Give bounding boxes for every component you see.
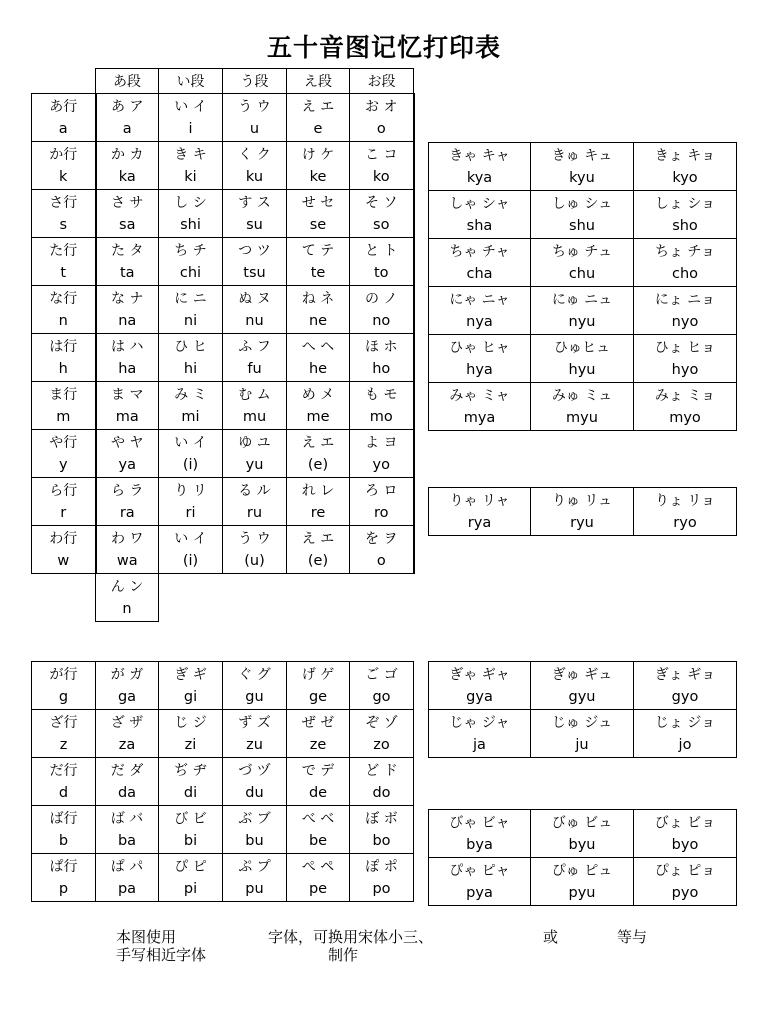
romaji-cell: ko	[350, 165, 414, 190]
voiced-yoon-table-g-z	[428, 661, 737, 758]
romaji-cell: yo	[350, 453, 414, 478]
kana-cell: も モ	[350, 382, 414, 406]
yoon-kana-cell: にょ ニョ	[634, 287, 737, 311]
row-label: わ行	[32, 526, 96, 550]
note-line2-b: 制作	[328, 946, 359, 964]
kana-cell: ど ド	[350, 758, 414, 782]
row-label: な行	[32, 286, 96, 310]
note-line1-b: 字体，可换用宋体小三、	[268, 928, 434, 946]
kana-cell: ぽ ポ	[350, 854, 414, 878]
yoon-romaji-cell: kyo	[634, 166, 737, 191]
yoon-kana-cell: ちゅ チュ	[531, 239, 634, 263]
kana-cell: ぱ パ	[96, 854, 159, 878]
yoon-romaji-cell: hya	[429, 358, 531, 383]
spacer	[287, 574, 350, 598]
romaji-cell: zo	[350, 733, 414, 758]
spacer	[32, 574, 96, 598]
kana-cell: む ム	[223, 382, 287, 406]
romaji-cell: ke	[287, 165, 350, 190]
kana-cell: び ビ	[159, 806, 223, 830]
romaji-cell: o	[350, 117, 414, 142]
romaji-cell: pa	[96, 877, 159, 902]
romaji-cell: yu	[223, 453, 287, 478]
kana-cell: ぞ ゾ	[350, 710, 414, 734]
kana-cell: つ ツ	[223, 238, 287, 262]
romaji-cell-n: n	[96, 597, 159, 622]
yoon-kana-cell: みゅ ミュ	[531, 383, 634, 407]
kana-cell: の ノ	[350, 286, 414, 310]
row-label-romaji: n	[32, 309, 96, 334]
yoon-romaji-cell: chu	[531, 262, 634, 287]
yoon-kana-cell: りゃ リャ	[429, 488, 531, 512]
spacer	[350, 597, 414, 622]
kana-cell: ほ ホ	[350, 334, 414, 358]
romaji-cell: a	[96, 117, 159, 142]
romaji-cell: du	[223, 781, 287, 806]
romaji-cell: (e)	[287, 453, 350, 478]
kana-cell: い イ	[159, 94, 223, 118]
row-label: ば行	[32, 806, 96, 830]
yoon-romaji-cell: kyu	[531, 166, 634, 191]
kana-cell: ぼ ボ	[350, 806, 414, 830]
kana-cell: へ ヘ	[287, 334, 350, 358]
column-header: え段	[287, 69, 350, 94]
kana-cell: う ウ	[223, 94, 287, 118]
kana-cell: じ ジ	[159, 710, 223, 734]
kana-cell: た タ	[96, 238, 159, 262]
romaji-cell: ri	[159, 501, 223, 526]
yoon-kana-cell: みゃ ミャ	[429, 383, 531, 407]
kana-cell: く ク	[223, 142, 287, 166]
row-label-romaji: g	[32, 685, 96, 710]
yoon-romaji-cell: gyo	[634, 685, 737, 710]
romaji-cell: ra	[96, 501, 159, 526]
spacer	[223, 597, 287, 622]
yoon-kana-cell: びゃ ビャ	[429, 810, 531, 834]
basic-gojuon-table	[31, 68, 415, 622]
kana-cell: い イ	[159, 430, 223, 454]
yoon-kana-cell: ちゃ チャ	[429, 239, 531, 263]
yoon-kana-cell: ぴゅ ピュ	[531, 858, 634, 882]
voiced-yoon-table-b-p	[428, 809, 737, 906]
row-label: か行	[32, 142, 96, 166]
kana-cell: て テ	[287, 238, 350, 262]
romaji-cell: fu	[223, 357, 287, 382]
yoon-romaji-cell: jo	[634, 733, 737, 758]
spacer	[350, 574, 414, 598]
kana-cell: れ レ	[287, 478, 350, 502]
yoon-kana-cell: ひゅヒュ	[531, 335, 634, 359]
romaji-cell: zi	[159, 733, 223, 758]
kana-cell: よ ヨ	[350, 430, 414, 454]
kana-cell: ば バ	[96, 806, 159, 830]
yoon-kana-cell: りょ リョ	[634, 488, 737, 512]
kana-cell: は ハ	[96, 334, 159, 358]
romaji-cell: ku	[223, 165, 287, 190]
row-label: は行	[32, 334, 96, 358]
yoon-kana-cell: しょ ショ	[634, 191, 737, 215]
romaji-cell: bo	[350, 829, 414, 854]
romaji-cell: gi	[159, 685, 223, 710]
row-label-romaji: t	[32, 261, 96, 286]
kana-cell: こ コ	[350, 142, 414, 166]
kana-cell: わ ワ	[96, 526, 159, 550]
row-label-romaji: m	[32, 405, 96, 430]
yoon-kana-cell: りゅ リュ	[531, 488, 634, 512]
yoon-romaji-cell: nyo	[634, 310, 737, 335]
romaji-cell: mu	[223, 405, 287, 430]
kana-cell: あ ア	[96, 94, 159, 118]
yoon-romaji-cell: cho	[634, 262, 737, 287]
row-label-romaji: r	[32, 501, 96, 526]
kana-cell: ゆ ユ	[223, 430, 287, 454]
romaji-cell: ne	[287, 309, 350, 334]
romaji-cell: sa	[96, 213, 159, 238]
yoon-romaji-cell: sho	[634, 214, 737, 239]
kana-cell: ぺ ペ	[287, 854, 350, 878]
kana-cell: ぶ ブ	[223, 806, 287, 830]
row-label: た行	[32, 238, 96, 262]
romaji-cell: go	[350, 685, 414, 710]
kana-cell: ぜ ゼ	[287, 710, 350, 734]
yoon-kana-cell: ぴょ ピョ	[634, 858, 737, 882]
kana-cell: せ セ	[287, 190, 350, 214]
kana-cell: ざ ザ	[96, 710, 159, 734]
romaji-cell: pi	[159, 877, 223, 902]
romaji-cell: chi	[159, 261, 223, 286]
yoon-romaji-cell: myo	[634, 406, 737, 431]
romaji-cell: (u)	[223, 549, 287, 574]
romaji-cell: ge	[287, 685, 350, 710]
romaji-cell: te	[287, 261, 350, 286]
yoon-table	[428, 142, 737, 431]
kana-cell: ろ ロ	[350, 478, 414, 502]
romaji-cell: u	[223, 117, 287, 142]
kana-cell: げ ゲ	[287, 662, 350, 686]
romaji-cell: re	[287, 501, 350, 526]
kana-cell: ふ フ	[223, 334, 287, 358]
kana-cell: ら ラ	[96, 478, 159, 502]
kana-cell: ご ゴ	[350, 662, 414, 686]
romaji-cell: to	[350, 261, 414, 286]
row-label-romaji: h	[32, 357, 96, 382]
yoon-romaji-cell: hyo	[634, 358, 737, 383]
yoon-kana-cell: ひゃ ヒャ	[429, 335, 531, 359]
row-label: ざ行	[32, 710, 96, 734]
yoon-kana-cell: ぎょ ギョ	[634, 662, 737, 686]
kana-cell: り リ	[159, 478, 223, 502]
kana-cell: を ヲ	[350, 526, 414, 550]
yoon-romaji-cell: rya	[429, 511, 531, 536]
romaji-cell: su	[223, 213, 287, 238]
romaji-cell: ru	[223, 501, 287, 526]
kana-cell: べ ベ	[287, 806, 350, 830]
yoon-kana-cell: ひょ ヒョ	[634, 335, 737, 359]
romaji-cell: se	[287, 213, 350, 238]
kana-cell: し シ	[159, 190, 223, 214]
kana-cell: な ナ	[96, 286, 159, 310]
row-label-romaji: k	[32, 165, 96, 190]
yoon-romaji-cell: ryu	[531, 511, 634, 536]
kana-cell: ず ズ	[223, 710, 287, 734]
yoon-romaji-cell: pyu	[531, 881, 634, 906]
header-corner	[32, 69, 96, 94]
yoon-kana-cell: にゃ ニャ	[429, 287, 531, 311]
romaji-cell: ze	[287, 733, 350, 758]
romaji-cell: pu	[223, 877, 287, 902]
romaji-cell: mo	[350, 405, 414, 430]
yoon-romaji-cell: sha	[429, 214, 531, 239]
romaji-cell: shi	[159, 213, 223, 238]
kana-cell-n: ん ン	[96, 574, 159, 598]
romaji-cell: me	[287, 405, 350, 430]
kana-cell: お オ	[350, 94, 414, 118]
romaji-cell: di	[159, 781, 223, 806]
romaji-cell: tsu	[223, 261, 287, 286]
column-header: い段	[159, 69, 223, 94]
spacer	[223, 574, 287, 598]
kana-cell: づ ヅ	[223, 758, 287, 782]
yoon-romaji-cell: gya	[429, 685, 531, 710]
row-label-romaji: p	[32, 877, 96, 902]
romaji-cell: da	[96, 781, 159, 806]
yoon-romaji-cell: ja	[429, 733, 531, 758]
yoon-kana-cell: ぴゃ ピャ	[429, 858, 531, 882]
kana-cell: が ガ	[96, 662, 159, 686]
romaji-cell: i	[159, 117, 223, 142]
kana-cell: み ミ	[159, 382, 223, 406]
row-label: あ行	[32, 94, 96, 118]
romaji-cell: na	[96, 309, 159, 334]
yoon-romaji-cell: myu	[531, 406, 634, 431]
romaji-cell: ba	[96, 829, 159, 854]
kana-cell: き キ	[159, 142, 223, 166]
yoon-romaji-cell: nya	[429, 310, 531, 335]
column-header: あ段	[96, 69, 159, 94]
kana-cell: ぢ ヂ	[159, 758, 223, 782]
yoon-kana-cell: みょ ミョ	[634, 383, 737, 407]
romaji-cell: ni	[159, 309, 223, 334]
kana-cell: さ サ	[96, 190, 159, 214]
romaji-cell: ro	[350, 501, 414, 526]
yoon-romaji-cell: byo	[634, 833, 737, 858]
yoon-romaji-cell: pyo	[634, 881, 737, 906]
note-line1-d: 等与	[617, 928, 648, 946]
romaji-cell: ki	[159, 165, 223, 190]
romaji-cell: wa	[96, 549, 159, 574]
romaji-cell: nu	[223, 309, 287, 334]
kana-cell: そ ソ	[350, 190, 414, 214]
row-label-romaji: d	[32, 781, 96, 806]
row-label: や行	[32, 430, 96, 454]
spacer	[287, 597, 350, 622]
romaji-cell: ha	[96, 357, 159, 382]
romaji-cell: (i)	[159, 453, 223, 478]
kana-cell: す ス	[223, 190, 287, 214]
note-line1-c: 或	[543, 928, 559, 946]
yoon-kana-cell: しゅ シュ	[531, 191, 634, 215]
row-label: ま行	[32, 382, 96, 406]
voiced-gojuon-table	[31, 661, 414, 902]
kana-cell: で デ	[287, 758, 350, 782]
column-header: お段	[350, 69, 414, 94]
yoon-kana-cell: ちょ チョ	[634, 239, 737, 263]
romaji-cell: o	[350, 549, 414, 574]
kana-cell: か カ	[96, 142, 159, 166]
yoon-romaji-cell: nyu	[531, 310, 634, 335]
romaji-cell: ma	[96, 405, 159, 430]
kana-cell: や ヤ	[96, 430, 159, 454]
row-label-romaji: w	[32, 549, 96, 574]
page-title: 五十音图记忆打印表	[266, 33, 501, 62]
romaji-cell: de	[287, 781, 350, 806]
yoon-romaji-cell: bya	[429, 833, 531, 858]
kana-cell: ぴ ピ	[159, 854, 223, 878]
row-label-romaji: s	[32, 213, 96, 238]
romaji-cell: za	[96, 733, 159, 758]
kana-cell: ち チ	[159, 238, 223, 262]
yoon-kana-cell: じょ ジョ	[634, 710, 737, 734]
romaji-cell: ho	[350, 357, 414, 382]
row-label: ら行	[32, 478, 96, 502]
yoon-romaji-cell: cha	[429, 262, 531, 287]
romaji-cell: zu	[223, 733, 287, 758]
romaji-cell: do	[350, 781, 414, 806]
kana-cell: ひ ヒ	[159, 334, 223, 358]
yoon-kana-cell: きょ キョ	[634, 143, 737, 167]
kana-cell: ぐ グ	[223, 662, 287, 686]
yoon-kana-cell: にゅ ニュ	[531, 287, 634, 311]
note-line1-a: 本图使用	[116, 928, 177, 946]
romaji-cell: ya	[96, 453, 159, 478]
column-header: う段	[223, 69, 287, 94]
spacer	[159, 574, 223, 598]
yoon-kana-cell: きゃ キャ	[429, 143, 531, 167]
yoon-kana-cell: しゃ シャ	[429, 191, 531, 215]
kana-cell: け ケ	[287, 142, 350, 166]
kana-cell: ぷ プ	[223, 854, 287, 878]
yoon-kana-cell: びゅ ビュ	[531, 810, 634, 834]
romaji-cell: pe	[287, 877, 350, 902]
romaji-cell: gu	[223, 685, 287, 710]
row-label: さ行	[32, 190, 96, 214]
spacer	[159, 597, 223, 622]
kana-cell: ぬ ヌ	[223, 286, 287, 310]
kana-cell: え エ	[287, 430, 350, 454]
yoon-kana-cell: じゅ ジュ	[531, 710, 634, 734]
romaji-cell: po	[350, 877, 414, 902]
romaji-cell: e	[287, 117, 350, 142]
spacer	[32, 597, 96, 622]
romaji-cell: ka	[96, 165, 159, 190]
row-label-romaji: z	[32, 733, 96, 758]
note-line2-a: 手写相近字体	[116, 946, 207, 964]
romaji-cell: (i)	[159, 549, 223, 574]
row-label: が行	[32, 662, 96, 686]
yoon-kana-cell: びょ ビョ	[634, 810, 737, 834]
romaji-cell: ta	[96, 261, 159, 286]
kana-cell: と ト	[350, 238, 414, 262]
yoon-romaji-cell: hyu	[531, 358, 634, 383]
romaji-cell: (e)	[287, 549, 350, 574]
yoon-romaji-cell: ju	[531, 733, 634, 758]
kana-cell: ぎ ギ	[159, 662, 223, 686]
kana-cell: い イ	[159, 526, 223, 550]
kana-cell: ね ネ	[287, 286, 350, 310]
yoon-romaji-cell: kya	[429, 166, 531, 191]
yoon-kana-cell: じゃ ジャ	[429, 710, 531, 734]
yoon-romaji-cell: ryo	[634, 511, 737, 536]
romaji-cell: bu	[223, 829, 287, 854]
romaji-cell: ga	[96, 685, 159, 710]
row-label-romaji: b	[32, 829, 96, 854]
romaji-cell: bi	[159, 829, 223, 854]
yoon-kana-cell: ぎゃ ギャ	[429, 662, 531, 686]
romaji-cell: so	[350, 213, 414, 238]
yoon-romaji-cell: byu	[531, 833, 634, 858]
kana-cell: に ニ	[159, 286, 223, 310]
yoon-kana-cell: ぎゅ ギュ	[531, 662, 634, 686]
kana-cell: う ウ	[223, 526, 287, 550]
row-label-romaji: a	[32, 117, 96, 142]
yoon-romaji-cell: gyu	[531, 685, 634, 710]
yoon-romaji-cell: pya	[429, 881, 531, 906]
kana-cell: る ル	[223, 478, 287, 502]
kana-cell: だ ダ	[96, 758, 159, 782]
romaji-cell: hi	[159, 357, 223, 382]
yoon-r-table	[428, 487, 737, 536]
yoon-romaji-cell: mya	[429, 406, 531, 431]
kana-cell: え エ	[287, 94, 350, 118]
kana-cell: め メ	[287, 382, 350, 406]
yoon-romaji-cell: shu	[531, 214, 634, 239]
romaji-cell: be	[287, 829, 350, 854]
row-label-romaji: y	[32, 453, 96, 478]
romaji-cell: he	[287, 357, 350, 382]
row-label: ぱ行	[32, 854, 96, 878]
romaji-cell: mi	[159, 405, 223, 430]
romaji-cell: no	[350, 309, 414, 334]
row-label: だ行	[32, 758, 96, 782]
kana-cell: ま マ	[96, 382, 159, 406]
kana-cell: え エ	[287, 526, 350, 550]
yoon-kana-cell: きゅ キュ	[531, 143, 634, 167]
